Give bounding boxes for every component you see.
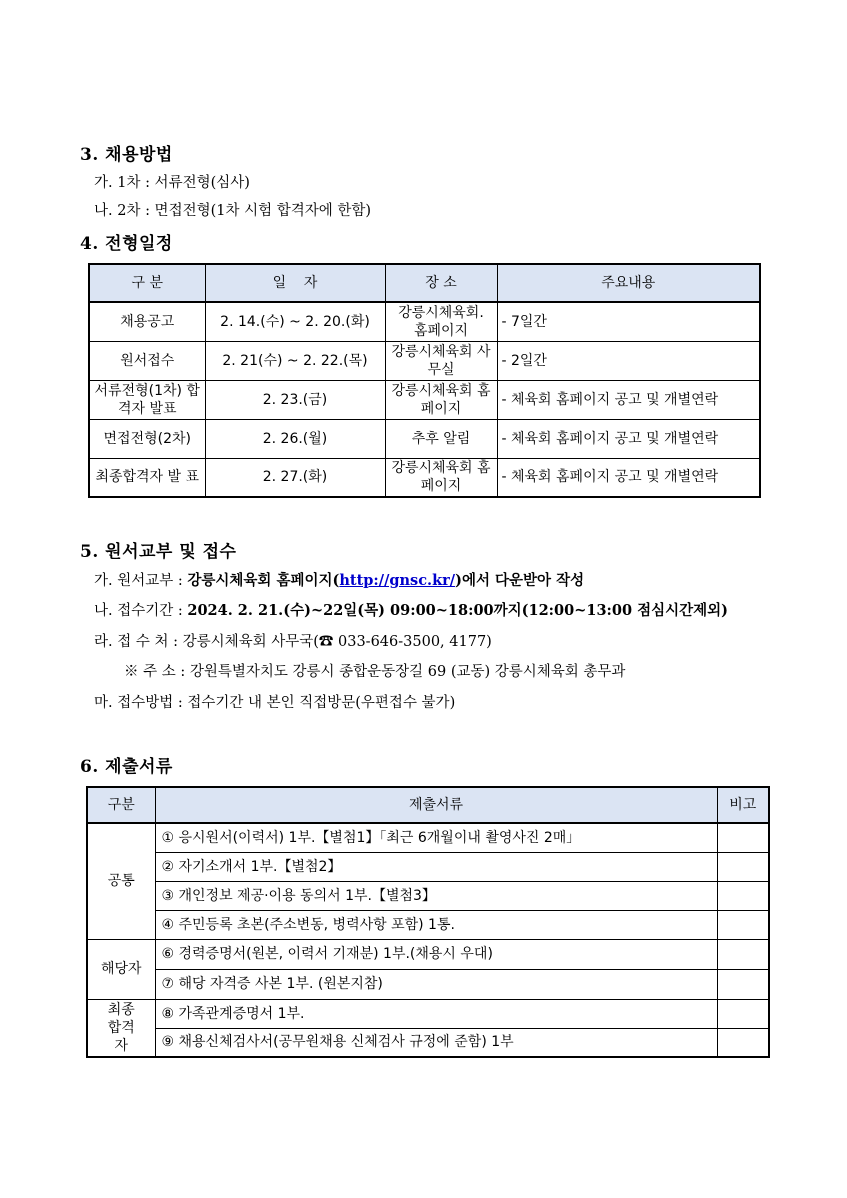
documents-header-row [87, 787, 769, 823]
doc-item: ② 자기소개서 1부.【별첨2】 [155, 852, 717, 881]
doc-note [717, 823, 769, 852]
row-desc: - 2일간 [497, 341, 760, 380]
doc-item: ⑦ 해당 자격증 사본 1부. (원본지참) [155, 969, 717, 999]
doc-note [717, 969, 769, 999]
row-date: 2. 26.(월) [205, 419, 385, 458]
doc-item: ⑧ 가족관계증명서 1부. [155, 999, 717, 1028]
header-documents: 제출서류 [155, 787, 717, 823]
header-place: 장 소 [385, 264, 497, 302]
s5-line-d: 마. 접수방법 : 접수기간 내 본인 직접방문(우편접수 불가) [94, 695, 456, 711]
header-group: 구분 [87, 787, 155, 823]
doc-note [717, 939, 769, 969]
s5-b-period: 2024. 2. 21.(수)~22일(목) 09:00~18:00까지(12:00~13:00 점심시간제외) [187, 602, 729, 619]
row-desc: - 체육회 홈페이지 공고 및 개별연락 [497, 419, 760, 458]
header-note: 비고 [717, 787, 769, 823]
s5-a-bold1: 강릉시체육회 홈페이지( [187, 572, 340, 589]
table-row [87, 969, 769, 999]
doc-note [717, 881, 769, 910]
table-row [87, 823, 769, 852]
row-place: 강릉시체육회 홈페이지 [385, 458, 497, 497]
doc-item: ⑥ 경력증명서(원본, 이력서 기재분) 1부.(채용시 우대) [155, 939, 717, 969]
doc-item: ⑨ 채용신체검사서(공무원채용 신체검사 규정에 준함) 1부 [155, 1028, 717, 1057]
row-category: 최종합격자 발 표 [89, 458, 205, 497]
table-row [89, 419, 760, 458]
row-desc: - 체육회 홈페이지 공고 및 개별연락 [497, 458, 760, 497]
table-row [87, 999, 769, 1028]
table-row [87, 939, 769, 969]
schedule-header-row [89, 264, 760, 302]
group-applicable: 해당자 [87, 939, 155, 999]
row-place: 추후 알림 [385, 419, 497, 458]
doc-note [717, 1028, 769, 1057]
table-row [87, 881, 769, 910]
table-row [87, 1028, 769, 1057]
row-place: 강릉시체육회 사무실 [385, 341, 497, 380]
table-row [89, 458, 760, 497]
row-desc: - 7일간 [497, 302, 760, 341]
s5-address-note: ※ 주 소 : 강원특별자치도 강릉시 종합운동장길 69 (교동) 강릉시체육회 총무과 [124, 664, 626, 680]
row-date: 2. 27.(화) [205, 458, 385, 497]
section-6-title: 6. 제출서류 [80, 757, 173, 777]
schedule-table [88, 263, 761, 498]
s5-a-label: 가. 원서교부 : [94, 573, 188, 589]
table-row [87, 910, 769, 939]
s3-item-1: 가. 1차 : 서류전형(심사) [94, 175, 250, 191]
s5-line-c: 라. 접 수 처 : 강릉시체육회 사무국(☎ 033-646-3500, 4177) [94, 634, 492, 650]
table-row [89, 380, 760, 419]
s5-b-label: 나. 접수기간 : [94, 603, 188, 619]
documents-table [86, 786, 770, 1058]
table-row [87, 852, 769, 881]
doc-item: ④ 주민등록 초본(주소변동, 병력사항 포함) 1통. [155, 910, 717, 939]
row-place: 강릉시체육회. 홈페이지 [385, 302, 497, 341]
row-category: 서류전형(1차) 합격자 발표 [89, 380, 205, 419]
section-5-title: 5. 원서교부 및 접수 [80, 542, 237, 562]
doc-note [717, 999, 769, 1028]
group-common: 공통 [87, 823, 155, 939]
section-4-title: 4. 전형일정 [80, 234, 173, 254]
row-desc: - 체육회 홈페이지 공고 및 개별연락 [497, 380, 760, 419]
table-row [89, 341, 760, 380]
s5-line-b [94, 599, 728, 620]
doc-item: ③ 개인정보 제공·이용 동의서 1부.【별첨3】 [155, 881, 717, 910]
row-date: 2. 23.(금) [205, 380, 385, 419]
s5-line-a [94, 569, 584, 590]
table-row [89, 302, 760, 341]
group-final: 최종 합격자 [87, 999, 155, 1057]
doc-note [717, 852, 769, 881]
doc-note [717, 910, 769, 939]
row-date: 2. 21(수) ~ 2. 22.(목) [205, 341, 385, 380]
row-category: 원서접수 [89, 341, 205, 380]
homepage-link[interactable]: http://gnsc.kr/ [339, 572, 456, 589]
doc-item: ① 응시원서(이력서) 1부.【별첨1】「최근 6개월이내 촬영사진 2매」 [155, 823, 717, 852]
row-category: 채용공고 [89, 302, 205, 341]
row-date: 2. 14.(수) ~ 2. 20.(화) [205, 302, 385, 341]
header-date: 일 자 [205, 264, 385, 302]
section-3-title: 3. 채용방법 [80, 145, 173, 165]
row-category: 면접전형(2차) [89, 419, 205, 458]
header-content: 주요내용 [497, 264, 760, 302]
header-category: 구 분 [89, 264, 205, 302]
row-place: 강릉시체육회 홈페이지 [385, 380, 497, 419]
s3-item-2: 나. 2차 : 면접전형(1차 시험 합격자에 한함) [94, 203, 372, 219]
s5-a-bold2: )에서 다운받아 작성 [455, 572, 585, 589]
